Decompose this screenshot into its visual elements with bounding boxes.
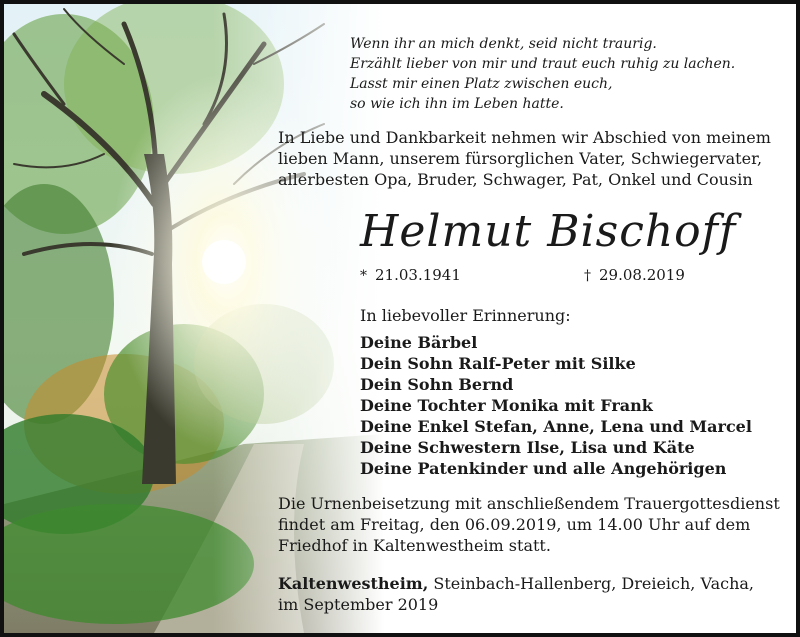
intro-line: In Liebe und Dankbarkeit nehmen wir Abschied von meinem (278, 128, 771, 147)
death-date: 29.08.2019 (599, 266, 685, 284)
intro-line: allerbesten Opa, Bruder, Schwager, Pat, Onkel und Cousin (278, 170, 753, 189)
place-and-date (278, 573, 768, 615)
place-others: Steinbach-Hallenberg, Dreieich, Vacha, (428, 574, 754, 593)
date-line: im September 2019 (278, 595, 439, 614)
list-item: Deine Schwestern Ilse, Lisa und Käte (360, 438, 695, 457)
poem-line: so wie ich ihn im Leben hatte. (350, 96, 564, 112)
birth-star-icon: * (360, 268, 367, 284)
service-paragraph (278, 493, 780, 556)
place-line (278, 573, 768, 594)
service-line: findet am Freitag, den 06.09.2019, um 14.00 Uhr auf dem (278, 515, 751, 534)
poem-line: Wenn ihr an mich denkt, seid nicht traurig. (350, 36, 657, 52)
poem (350, 34, 760, 114)
deceased-name: Helmut Bischoff (360, 206, 737, 257)
list-item: Deine Patenkinder und alle Angehörigen (360, 459, 727, 478)
list-item: Deine Bärbel (360, 333, 478, 352)
place-town: Kaltenwestheim, (278, 574, 429, 593)
notice-text (278, 4, 780, 633)
birth-date: 21.03.1941 (375, 266, 461, 284)
intro-line: lieben Mann, unserem fürsorglichen Vater, Schwiegervater, (278, 149, 763, 168)
poem-line: Lasst mir einen Platz zwischen euch, (350, 76, 613, 92)
service-line: Die Urnenbeisetzung mit anschließendem Trauergottesdienst (278, 494, 780, 513)
list-item: Dein Sohn Bernd (360, 375, 514, 394)
memory-title: In liebevoller Erinnerung: (360, 306, 571, 325)
birth-date-group (360, 266, 461, 284)
list-item: Deine Enkel Stefan, Anne, Lena und Marcel (360, 417, 752, 436)
list-item: Dein Sohn Ralf-Peter mit Silke (360, 354, 636, 373)
service-line: Friedhof in Kaltenwestheim statt. (278, 536, 551, 555)
intro-paragraph (278, 127, 771, 190)
survivors-list (360, 332, 752, 479)
list-item: Deine Tochter Monika mit Frank (360, 396, 653, 415)
poem-line: Erzählt lieber von mir und traut euch ruhig zu lachen. (350, 56, 736, 72)
death-cross-icon: † (584, 268, 591, 284)
death-date-group (584, 266, 685, 284)
